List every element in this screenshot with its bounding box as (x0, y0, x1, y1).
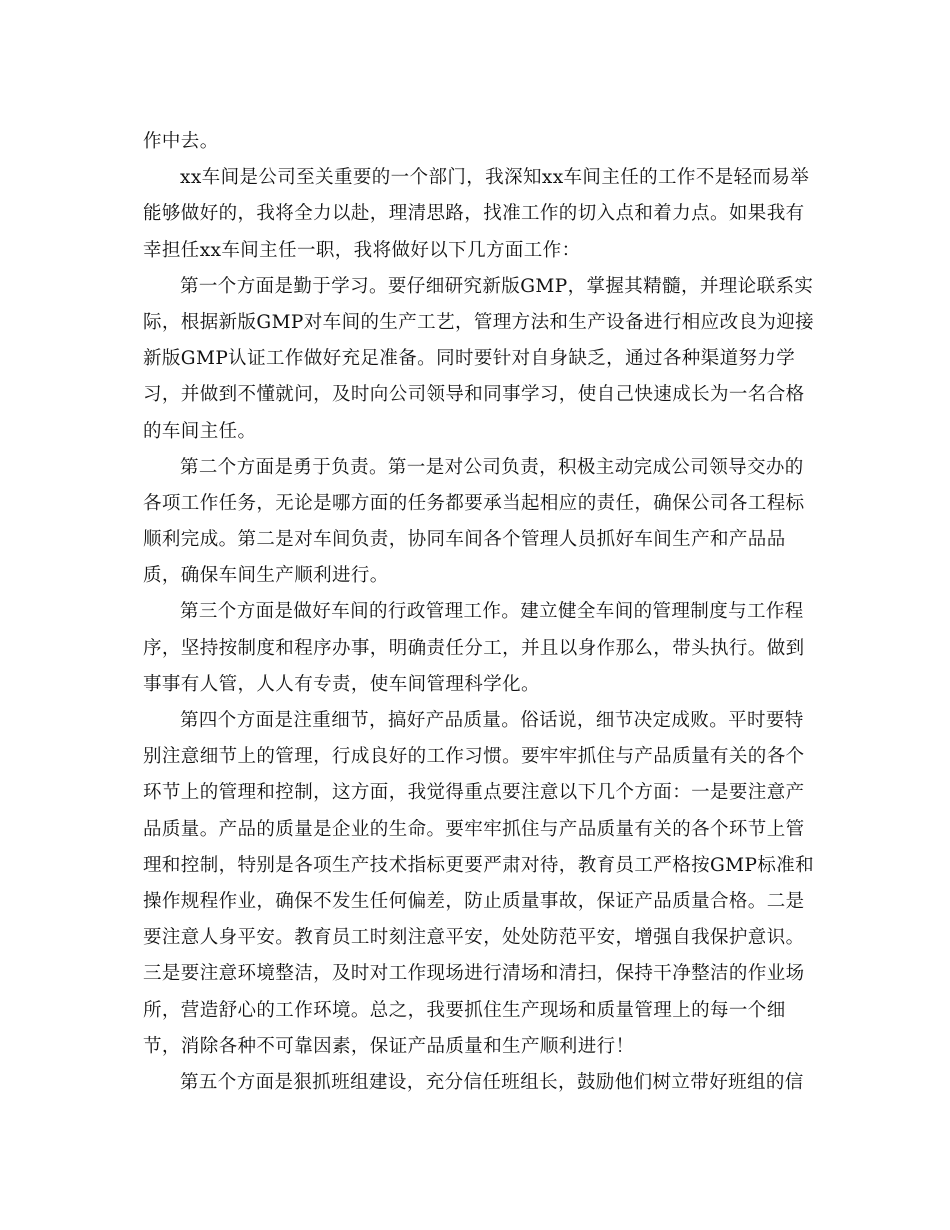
text-line-9: 的车间主任。 (143, 420, 257, 442)
text-line-17: 第四个方面是注重细节，搞好产品质量。俗话说，细节决定成败。平时要特 (180, 710, 804, 731)
text-line-4: 幸担任xx车间主任一职，我将做好以下几方面工作： (143, 239, 581, 261)
text-line-3: 能够做好的，我将全力以赴，理清思路，找准工作的切入点和着力点。如果我有 (143, 203, 805, 225)
document-body (143, 124, 813, 1101)
text-line-12: 顺利完成。第二是对车间负责，协同车间各个管理人员抓好车间生产和产品品 (143, 529, 786, 551)
text-line-13: 质，确保车间生产顺利进行。 (143, 565, 389, 587)
text-line-1: 作中去。 (143, 131, 219, 152)
text-line-26: 节，消除各种不可靠因素，保证产品质量和生产顺利进行！ (143, 1035, 635, 1057)
text-line-8: 习，并做到不懂就问，及时向公司领导和同事学习，使自己快速成长为一名合格 (143, 384, 805, 406)
text-line-27: 第五个方面是狠抓班组建设，充分信任班组长，鼓励他们树立带好班组的信 (180, 1071, 804, 1093)
text-line-22: 操作规程作业，确保不发生任何偏差，防止质量事故，保证产品质量合格。二是 (143, 890, 805, 912)
text-line-19: 环节上的管理和控制，这方面，我觉得重点要注意以下几个方面：一是要注意产 (143, 782, 805, 804)
text-line-7: 新版GMP认证工作做好充足准备。同时要针对自身缺乏，通过各种渠道努力学 (143, 348, 796, 370)
text-line-18: 别注意细节上的管理，行成良好的工作习惯。要牢牢抓住与产品质量有关的各个 (143, 746, 805, 768)
text-line-6: 际，根据新版GMP对车间的生产工艺，管理方法和生产设备进行相应改良为迎接 (143, 311, 815, 333)
text-line-25: 所，营造舒心的工作环境。总之，我要抓住生产现场和质量管理上的每一个细 (143, 999, 786, 1021)
text-line-14: 第三个方面是做好车间的行政管理工作。建立健全车间的管理制度与工作程 (180, 601, 804, 623)
text-line-23: 要注意人身平安。教育员工时刻注意平安，处处防范平安，增强自我保护意识。 (143, 927, 805, 949)
text-line-5: 第一个方面是勤于学习。要仔细研究新版GMP，掌握其精髓，并理论联系实 (180, 275, 814, 297)
text-line-20: 品质量。产品的质量是企业的生命。要牢牢抓住与产品质量有关的各个环节上管 (143, 818, 805, 840)
text-line-11: 各项工作任务，无论是哪方面的任务都要承当起相应的责任，确保公司各工程标 (143, 492, 805, 514)
text-line-10: 第二个方面是勇于负责。第一是对公司负责，积极主动完成公司领导交办的 (180, 456, 804, 478)
text-line-21: 理和控制，特别是各项生产技术指标更要严肃对待，教育员工严格按GMP标准和 (143, 854, 815, 876)
text-line-15: 序，坚持按制度和程序办事，明确责任分工，并且以身作那么，带头执行。做到 (143, 637, 805, 659)
text-line-16: 事事有人管，人人有专责，使车间管理科学化。 (143, 673, 540, 695)
text-line-2: xx车间是公司至关重要的一个部门，我深知xx车间主任的工作不是轻而易举 (180, 167, 810, 189)
text-line-24: 三是要注意环境整洁，及时对工作现场进行清场和清扫，保持干净整洁的作业场 (143, 963, 805, 985)
